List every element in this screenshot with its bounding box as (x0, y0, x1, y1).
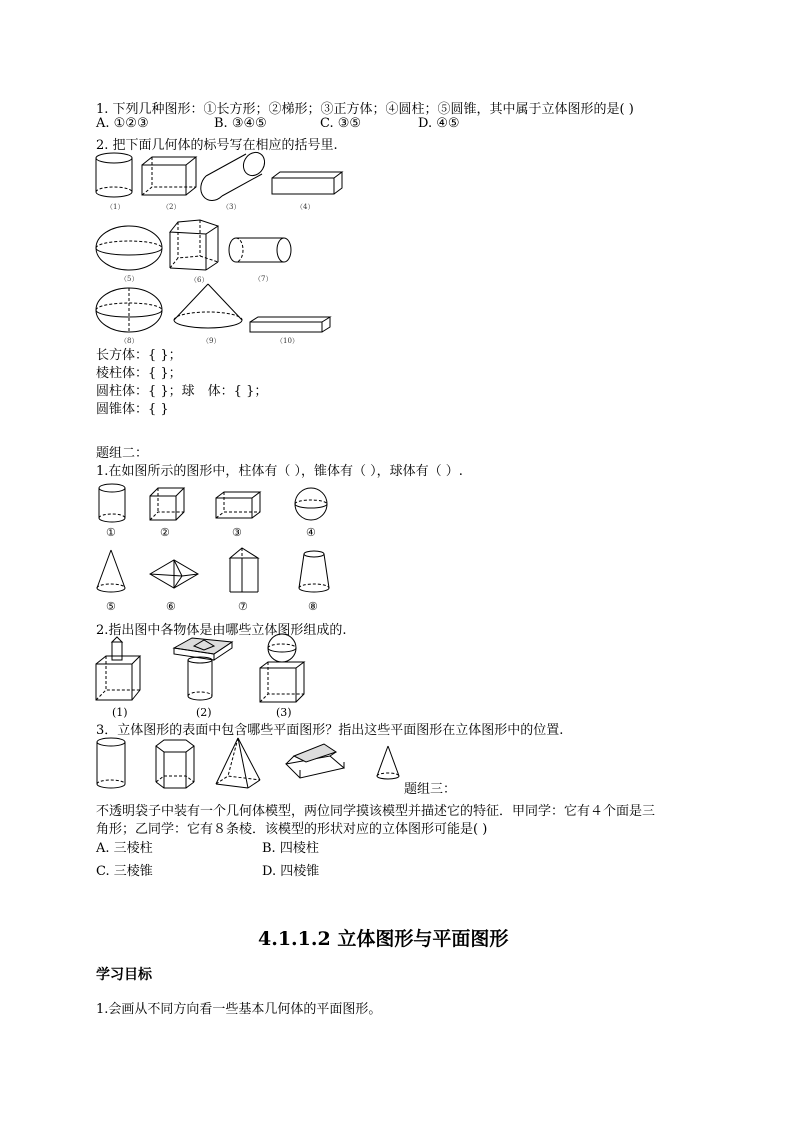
pyramid-fig (214, 736, 262, 792)
triangular-prism-shape-7 (226, 546, 262, 596)
q1-option-d: D. ④⑤ (418, 116, 460, 131)
fig-label-4: （4） (296, 203, 315, 211)
composite-object-2 (172, 636, 234, 706)
blank-cuboid: 长方体：{ }； (96, 348, 182, 363)
section-title: 4.1.1.2 立体图形与平面图形 (258, 928, 509, 950)
fig-label-3: （3） (222, 203, 241, 211)
fig-label-7: （7） (254, 275, 273, 283)
sphere-figure-5 (94, 224, 164, 272)
cuboid-shape-3 (214, 490, 262, 520)
q1-option-a: A. ①②③ (96, 116, 149, 131)
sphere-shape-4 (292, 486, 330, 522)
flat-cuboid-figure-4 (270, 170, 344, 196)
shape-label-1: ① (106, 526, 116, 539)
cuboid-figure-2 (140, 155, 200, 199)
group3-text-line1: 不透明袋子中装有一个几何体模型，两位同学摸该模型并描述它的特征．甲同学：它有４个面是三 (96, 804, 656, 819)
thin-board-figure-10 (248, 316, 332, 334)
group3-heading: 题组三： (404, 782, 457, 797)
object-label-3: (3) (276, 706, 292, 719)
question-1: 1. 下列几种图形：①长方形；②梯形；③正方体；④圆柱；⑤圆锥，其中属于立体图形的是( ) (96, 102, 634, 117)
fig-label-6: （6） (190, 276, 209, 284)
sphere-figure-8 (94, 286, 164, 334)
composite-prism-fig (284, 742, 350, 780)
q1-option-b: B. ③④⑤ (214, 116, 267, 131)
cylinder-figure-1 (94, 152, 134, 200)
group3-text-line2: 角形；乙同学：它有８条棱．该模型的形状对应的立体图形可能是( ) (96, 822, 488, 837)
blank-cylinder-sphere: 圆柱体：{ }；球 体：{ }； (96, 384, 268, 399)
group3-option-d: D. 四棱锥 (262, 864, 320, 879)
fig-label-1: （1） (106, 203, 125, 211)
cube-shape-2 (148, 486, 186, 522)
question-2: 2. 把下面几何体的标号写在相应的括号里. (96, 138, 338, 153)
composite-object-3 (258, 632, 308, 706)
group2-question-1: 1.在如图所示的图形中，柱体有（ ），锥体有（ ），球体有（ ）. (96, 464, 463, 479)
objective-1: 1.会画从不同方向看一些基本几何体的平面图形。 (96, 1002, 382, 1017)
composite-object-1 (94, 636, 142, 706)
shape-label-3: ③ (232, 526, 242, 539)
shape-label-8: ⑧ (308, 600, 318, 613)
shape-label-4: ④ (306, 526, 316, 539)
cylinder-surface-fig (94, 736, 128, 792)
shape-label-6: ⑥ (166, 600, 176, 613)
small-cone-fig (374, 744, 402, 782)
fig-label-8: （8） (120, 337, 139, 345)
shape-label-7: ⑦ (238, 600, 248, 613)
bipyramid-shape-6 (148, 558, 200, 590)
blank-prism: 棱柱体：{ }； (96, 366, 182, 381)
fig-label-9: （9） (202, 337, 221, 345)
horizontal-cylinder-figure-7 (228, 236, 294, 264)
hexagonal-prism-fig (154, 738, 196, 792)
fig-label-5: （5） (120, 275, 139, 283)
group3-option-b: B. 四棱柱 (262, 841, 319, 856)
objectives-heading: 学习目标 (96, 967, 152, 983)
shape-label-5: ⑤ (106, 600, 116, 613)
object-label-1: (1) (112, 706, 128, 719)
frustum-shape-8 (296, 548, 332, 596)
cone-figure-9 (172, 282, 244, 332)
q1-option-c: C. ③⑤ (320, 116, 362, 131)
fig-label-2: （2） (162, 203, 181, 211)
cylinder-shape-1 (96, 482, 128, 524)
oblique-cylinder-figure-3 (202, 152, 268, 202)
group2-heading: 题组二： (96, 446, 149, 461)
shape-label-2: ② (160, 526, 170, 539)
cone-shape-5 (94, 548, 128, 596)
blank-cone: 圆锥体：{ } (96, 402, 169, 417)
group3-option-c: C. 三棱锥 (96, 864, 153, 879)
fig-label-10: （10） (276, 337, 299, 345)
group3-option-a: A. 三棱柱 (96, 841, 153, 856)
pentagonal-prism-figure-6 (166, 218, 226, 274)
group2-question-3: 3．立体图形的表面中包含哪些平面图形？指出这些平面图形在立体图形中的位置. (96, 723, 564, 738)
object-label-2: (2) (196, 706, 212, 719)
group2-question-2: 2.指出图中各物体是由哪些立体图形组成的. (96, 623, 347, 638)
